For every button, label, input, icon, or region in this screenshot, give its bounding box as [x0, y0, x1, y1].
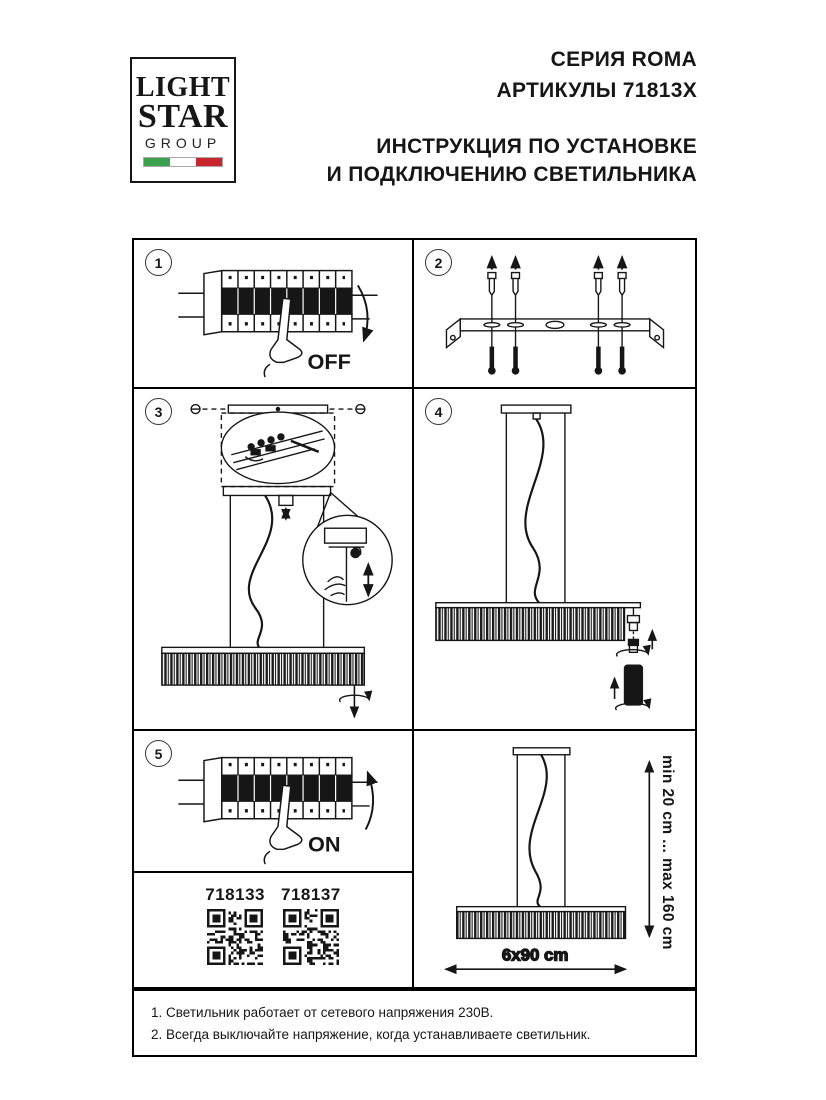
- pendant-lamp-drawing: [414, 389, 695, 729]
- screw-icon: [488, 257, 496, 374]
- step-4-panel: [414, 389, 695, 731]
- switch-down-arrow-icon: [358, 285, 368, 340]
- rotate-arrow-icon: [340, 685, 370, 717]
- step-1-panel: [134, 240, 414, 389]
- step-2-panel: [414, 240, 695, 389]
- suspension-wires: [506, 413, 565, 603]
- on-label: ON: [308, 831, 341, 857]
- screw-icon: [594, 257, 602, 374]
- bracket-bar: [446, 319, 663, 348]
- qr-group-right: [281, 885, 341, 970]
- mounting-bracket-drawing: [414, 240, 695, 387]
- note-line-2: 2. Всегда выключайте напряжение, когда устанавливаете светильник.: [151, 1027, 591, 1042]
- notes-box: [132, 989, 697, 1057]
- steps-grid: [132, 238, 697, 989]
- switch-up-arrow-icon: [366, 772, 373, 829]
- step-4-badge: 4: [425, 398, 452, 425]
- qr-code-icon: [283, 909, 339, 965]
- fringe-shade: [457, 907, 626, 939]
- article-number-left: 718133: [205, 885, 265, 904]
- step-5-badge: 5: [145, 740, 172, 767]
- power-cable: [529, 755, 546, 907]
- qr-code-icon: [207, 909, 263, 965]
- flag-green: [144, 158, 170, 166]
- step-3-panel: [134, 389, 414, 731]
- breaker-off-drawing: [134, 240, 412, 387]
- instruction-title-line1: ИНСТРУКЦИЯ ПО УСТАНОВКЕ: [376, 135, 697, 158]
- logo-word-group: GROUP: [144, 135, 222, 151]
- circuit-breaker-icon: [178, 271, 377, 335]
- screw-icon: [512, 257, 520, 374]
- canopy: [513, 748, 570, 755]
- step-5-panel: [134, 731, 414, 873]
- width-dimension-label: 6x90 cm: [501, 945, 569, 965]
- series-title: СЕРИЯ ROMA: [550, 48, 697, 71]
- qr-panel: [134, 873, 414, 987]
- pendant-dimensions-drawing: [414, 731, 695, 987]
- screws-and-anchors: [488, 257, 626, 374]
- article-number-right: 718137: [281, 885, 341, 904]
- header: [327, 44, 697, 189]
- cable-grip-zoom-circle: [303, 515, 392, 604]
- breaker-on-drawing: [134, 731, 412, 871]
- hand-thumb: [264, 364, 270, 377]
- qr-group-left: [205, 885, 265, 970]
- note-line-1: 1. Светильник работает от сетевого напряжения 230В.: [151, 1005, 494, 1020]
- height-dimension-label: min 20 cm ... max 160 cm: [659, 755, 676, 950]
- canopy: [223, 487, 330, 520]
- italian-flag-stripe: [144, 158, 222, 166]
- flag-red: [196, 158, 222, 166]
- cable-grip: [533, 413, 540, 419]
- terminal-block-detail: [221, 412, 334, 483]
- power-cable: [249, 495, 272, 649]
- off-label: OFF: [307, 349, 351, 375]
- canopy: [501, 405, 571, 413]
- step-2-badge: 2: [425, 249, 452, 276]
- fringe-shade: [436, 603, 641, 641]
- flag-white: [170, 158, 197, 166]
- lightstar-logo: [130, 57, 236, 183]
- fringe-shade: [162, 647, 365, 685]
- screw-icon: [618, 257, 626, 374]
- ceiling-mount-drawing: [134, 389, 412, 729]
- hand-thumb: [264, 851, 270, 864]
- dimensions-panel: [414, 731, 695, 987]
- logo-word-light: LIGHT: [135, 72, 231, 103]
- circuit-breaker-icon: [178, 758, 377, 822]
- step-3-badge: 3: [145, 398, 172, 425]
- bulb-icon: [615, 665, 650, 710]
- articles-title: АРТИКУЛЫ 71813X: [496, 79, 697, 102]
- logo-word-star: STAR: [137, 98, 229, 135]
- side-screw-icon: [191, 405, 227, 414]
- power-cable: [525, 419, 543, 603]
- step-1-badge: 1: [145, 249, 172, 276]
- side-screw-icon: [330, 405, 366, 414]
- instruction-title-line2: И ПОДКЛЮЧЕНИЮ СВЕТИЛЬНИКА: [326, 163, 697, 186]
